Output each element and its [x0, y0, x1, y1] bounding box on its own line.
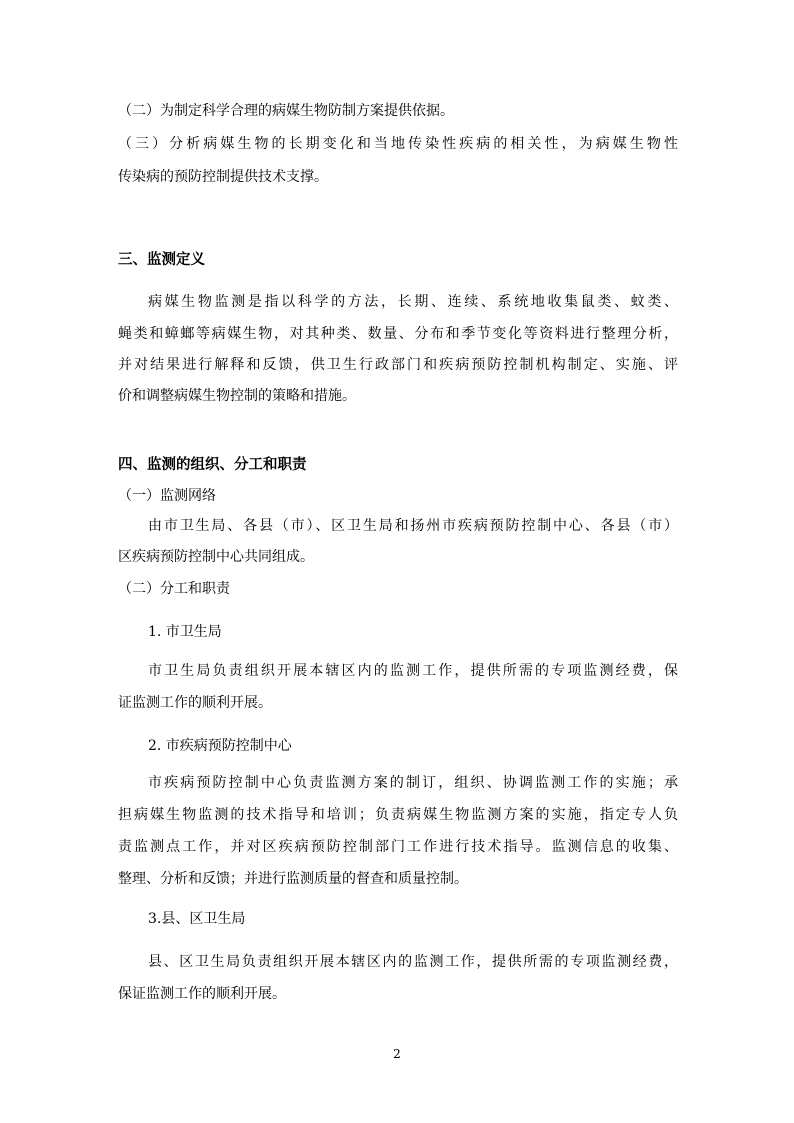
item-2-line-1: 市疾病预防控制中心负责监测方案的制订，组织、协调监测工作的实施；承	[148, 775, 678, 791]
item-1-line-2: 证监测工作的顺利开展。	[118, 695, 272, 711]
intro-item-3-line-2: 传染病的预防控制提供技术支撑。	[118, 169, 328, 185]
subsection-2-label: （二）分工和职责	[118, 581, 230, 597]
section-4-heading: 四、监测的组织、分工和职责	[118, 457, 307, 473]
intro-item-3-line-1: （三）分析病媒生物的长期变化和当地传染性疾病的相关性，为病媒生物性	[118, 136, 678, 152]
item-1-line-1: 市卫生局负责组织开展本辖区内的监测工作，提供所需的专项监测经费，保	[148, 663, 678, 679]
item-2-line-2: 担病媒生物监测的技术指导和培训；负责病媒生物监测方案的实施，指定专人负	[118, 807, 678, 823]
intro-item-2: （二）为制定科学合理的病媒生物防制方案提供依据。	[118, 103, 454, 119]
item-2-line-4: 整理、分析和反馈；并进行监测质量的督查和质量控制。	[118, 871, 468, 887]
subsection-1-line-1: 由市卫生局、各县（市）、区卫生局和扬州市疾病预防控制中心、各县（市）	[148, 518, 678, 534]
item-2-title: 2. 市疾病预防控制中心	[148, 738, 292, 754]
item-3-line-1: 县、区卫生局负责组织开展本辖区内的监测工作，提供所需的专项监测经费，	[148, 954, 678, 970]
item-3-line-2: 保证监测工作的顺利开展。	[118, 986, 286, 1002]
item-3-title: 3.县、区卫生局	[148, 911, 246, 927]
section-3-heading: 三、监测定义	[118, 252, 205, 268]
subsection-1-line-2: 区疾病预防控制中心共同组成。	[118, 549, 314, 565]
section-3-paragraph-line-1: 病媒生物监测是指以科学的方法，长期、连续、系统地收集鼠类、蚊类、	[148, 294, 678, 310]
subsection-1-label: （一）监测网络	[118, 488, 216, 504]
section-3-paragraph-line-2: 蝇类和蟑螂等病媒生物，对其种类、数量、分布和季节变化等资料进行整理分析，	[118, 326, 678, 342]
page-number: 2	[393, 1047, 401, 1061]
section-3-paragraph-line-4: 价和调整病媒生物控制的策略和措施。	[118, 388, 356, 404]
section-3-paragraph-line-3: 并对结果进行解释和反馈，供卫生行政部门和疾病预防控制机构制定、实施、评	[118, 357, 678, 373]
item-1-title: 1. 市卫生局	[148, 624, 222, 640]
item-2-line-3: 责监测点工作，并对区疾病预防控制部门工作进行技术指导。监测信息的收集、	[118, 839, 678, 855]
